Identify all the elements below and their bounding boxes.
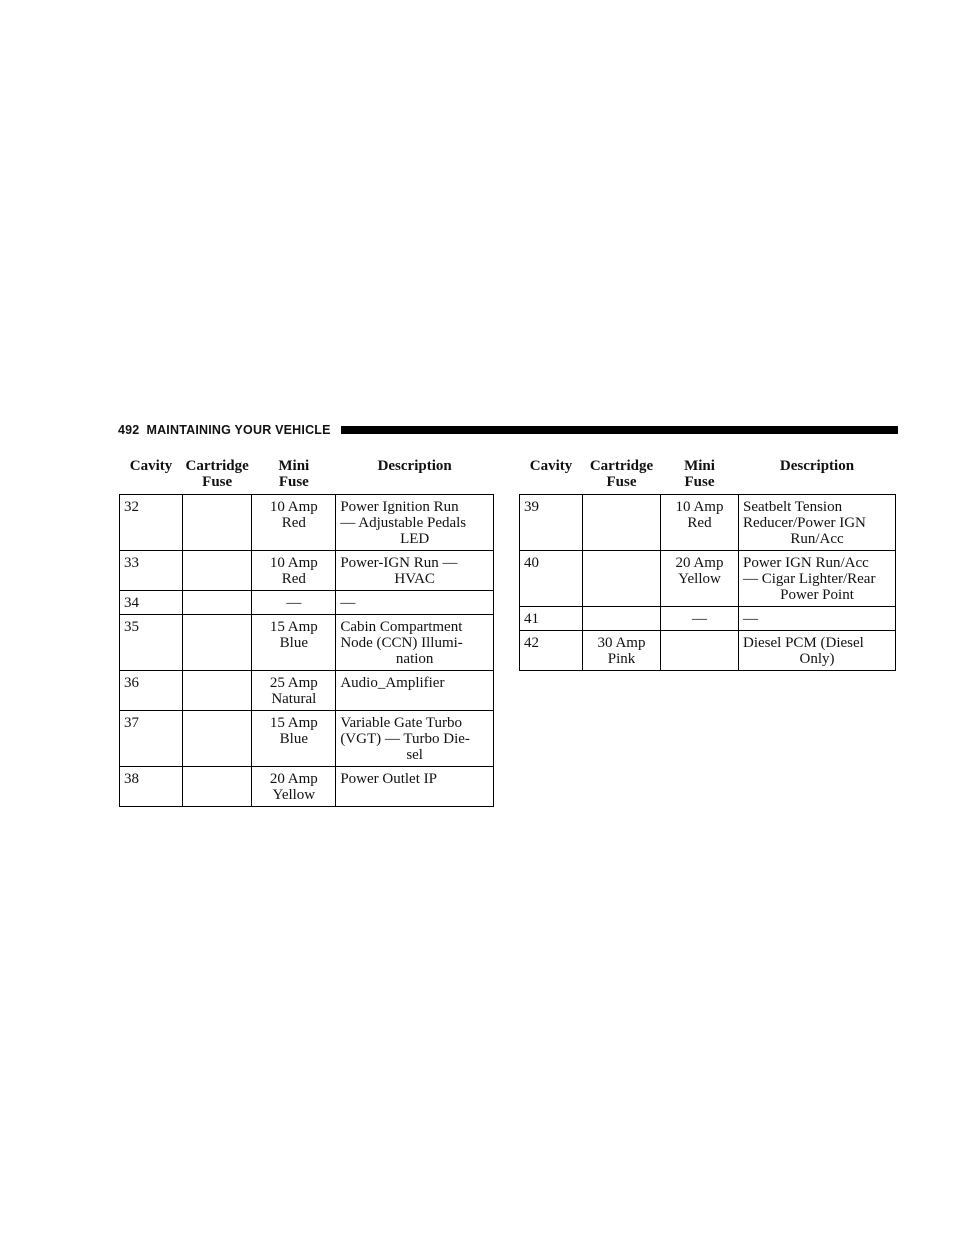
table-row	[120, 591, 494, 615]
mini-fuse-line: Blue	[279, 731, 308, 747]
table-row	[520, 495, 896, 551]
description-line: Power Point	[780, 587, 854, 603]
description-line: Cabin Compartment	[340, 619, 463, 635]
description-cell	[739, 631, 896, 671]
description-line: — Cigar Lighter/Rear	[743, 571, 876, 587]
description-line: —	[743, 611, 758, 627]
cavity-cell: 36	[120, 671, 183, 711]
col-header-mini-fuse	[252, 453, 336, 495]
cartridge-fuse-line: 30 Amp	[597, 635, 646, 651]
cavity-cell: 38	[120, 767, 183, 807]
description-line: HVAC	[394, 571, 435, 587]
col-header-line: Cartridge	[185, 458, 249, 474]
description-cell	[336, 671, 494, 711]
description-line: Audio_Amplifier	[340, 675, 445, 691]
description-cell	[739, 551, 896, 607]
table-header-row	[520, 453, 896, 495]
cartridge-fuse-cell	[583, 551, 661, 607]
mini-fuse-line: 20 Amp	[675, 555, 724, 571]
description-line: Power-IGN Run —	[340, 555, 458, 571]
cavity-cell: 37	[120, 711, 183, 767]
table-row	[120, 711, 494, 767]
cartridge-fuse-cell	[183, 551, 252, 591]
col-header-description: Description	[336, 453, 494, 495]
cartridge-fuse-cell	[183, 671, 252, 711]
mini-fuse-cell	[661, 607, 739, 631]
mini-fuse-cell	[252, 551, 336, 591]
mini-fuse-cell	[252, 615, 336, 671]
description-line: nation	[395, 651, 434, 667]
mini-fuse-cell	[661, 495, 739, 551]
mini-fuse-cell	[252, 495, 336, 551]
col-header-cavity: Cavity	[120, 453, 183, 495]
mini-fuse-cell	[661, 551, 739, 607]
fuse-table-right	[519, 453, 896, 671]
col-header-description: Description	[739, 453, 896, 495]
mini-fuse-cell	[252, 591, 336, 615]
description-line: LED	[400, 531, 430, 547]
cartridge-fuse-cell	[183, 591, 252, 615]
col-header-line: Mini	[684, 458, 715, 474]
description-cell	[336, 711, 494, 767]
mini-fuse-line: Yellow	[678, 571, 721, 587]
mini-fuse-cell	[252, 711, 336, 767]
table-row	[120, 767, 494, 807]
col-header-cartridge-fuse	[583, 453, 661, 495]
description-cell	[336, 551, 494, 591]
description-line: Diesel PCM (Diesel	[743, 635, 864, 651]
cavity-cell: 40	[520, 551, 583, 607]
section-title: MAINTAINING YOUR VEHICLE	[146, 423, 331, 437]
mini-fuse-line: Red	[281, 571, 306, 587]
running-header	[118, 420, 898, 440]
table-row	[120, 615, 494, 671]
cartridge-fuse-cell	[183, 495, 252, 551]
description-cell	[336, 615, 494, 671]
col-header-line: Fuse	[202, 474, 233, 490]
col-header-cavity: Cavity	[520, 453, 583, 495]
mini-fuse-line: Yellow	[272, 787, 316, 803]
mini-fuse-line: 25 Amp	[269, 675, 318, 691]
description-line: (VGT) — Turbo Die-	[340, 731, 470, 747]
mini-fuse-line: —	[692, 611, 707, 627]
table-row	[520, 607, 896, 631]
description-cell	[336, 495, 494, 551]
description-line: Reducer/Power IGN	[743, 515, 866, 531]
description-line: Run/Acc	[790, 531, 844, 547]
mini-fuse-line: Natural	[271, 691, 317, 707]
table-row	[520, 631, 896, 671]
cartridge-fuse-cell	[583, 631, 661, 671]
cartridge-fuse-cell	[183, 711, 252, 767]
cartridge-fuse-cell	[183, 615, 252, 671]
fuse-table-left	[119, 453, 494, 807]
description-line: Variable Gate Turbo	[340, 715, 462, 731]
cartridge-fuse-cell	[183, 767, 252, 807]
col-header-line: Fuse	[684, 474, 715, 490]
mini-fuse-line: 15 Amp	[269, 715, 318, 731]
description-line: Power Ignition Run	[340, 499, 459, 515]
col-header-cartridge-fuse	[183, 453, 252, 495]
cavity-cell: 41	[520, 607, 583, 631]
mini-fuse-line: —	[286, 595, 302, 611]
cavity-cell: 35	[120, 615, 183, 671]
cavity-cell: 34	[120, 591, 183, 615]
page-number: 492	[118, 423, 140, 437]
mini-fuse-cell	[252, 767, 336, 807]
table-row	[120, 551, 494, 591]
cavity-cell: 42	[520, 631, 583, 671]
col-header-line: Cartridge	[589, 458, 654, 474]
mini-fuse-line: 10 Amp	[269, 499, 318, 515]
description-line: —	[340, 595, 356, 611]
mini-fuse-cell	[661, 631, 739, 671]
mini-fuse-line: Red	[281, 515, 306, 531]
description-line: Node (CCN) Illumi-	[340, 635, 463, 651]
col-header-mini-fuse	[661, 453, 739, 495]
mini-fuse-line: Red	[687, 515, 712, 531]
cartridge-fuse-line: Pink	[607, 651, 636, 667]
description-cell	[336, 591, 494, 615]
mini-fuse-line: 10 Amp	[675, 499, 724, 515]
mini-fuse-line: 10 Amp	[269, 555, 318, 571]
header-rule	[341, 426, 898, 434]
mini-fuse-line: Blue	[279, 635, 308, 651]
table-row	[520, 551, 896, 607]
description-line: Seatbelt Tension	[743, 499, 843, 515]
table-row	[120, 495, 494, 551]
description-cell	[739, 495, 896, 551]
cavity-cell: 39	[520, 495, 583, 551]
col-header-line: Fuse	[278, 474, 309, 490]
mini-fuse-cell	[252, 671, 336, 711]
cartridge-fuse-cell	[583, 607, 661, 631]
mini-fuse-line: 20 Amp	[269, 771, 318, 787]
description-line: Power IGN Run/Acc	[743, 555, 869, 571]
table-header-row	[120, 453, 494, 495]
description-cell	[336, 767, 494, 807]
mini-fuse-line: 15 Amp	[269, 619, 318, 635]
description-cell	[739, 607, 896, 631]
description-line: sel	[406, 747, 423, 763]
description-line: — Adjustable Pedals	[340, 515, 467, 531]
cavity-cell: 33	[120, 551, 183, 591]
description-line: Only)	[799, 651, 835, 667]
table-row	[120, 671, 494, 711]
cavity-cell: 32	[120, 495, 183, 551]
description-line: Power Outlet IP	[340, 771, 437, 787]
col-header-line: Fuse	[606, 474, 637, 490]
col-header-line: Mini	[278, 458, 310, 474]
cartridge-fuse-cell	[583, 495, 661, 551]
